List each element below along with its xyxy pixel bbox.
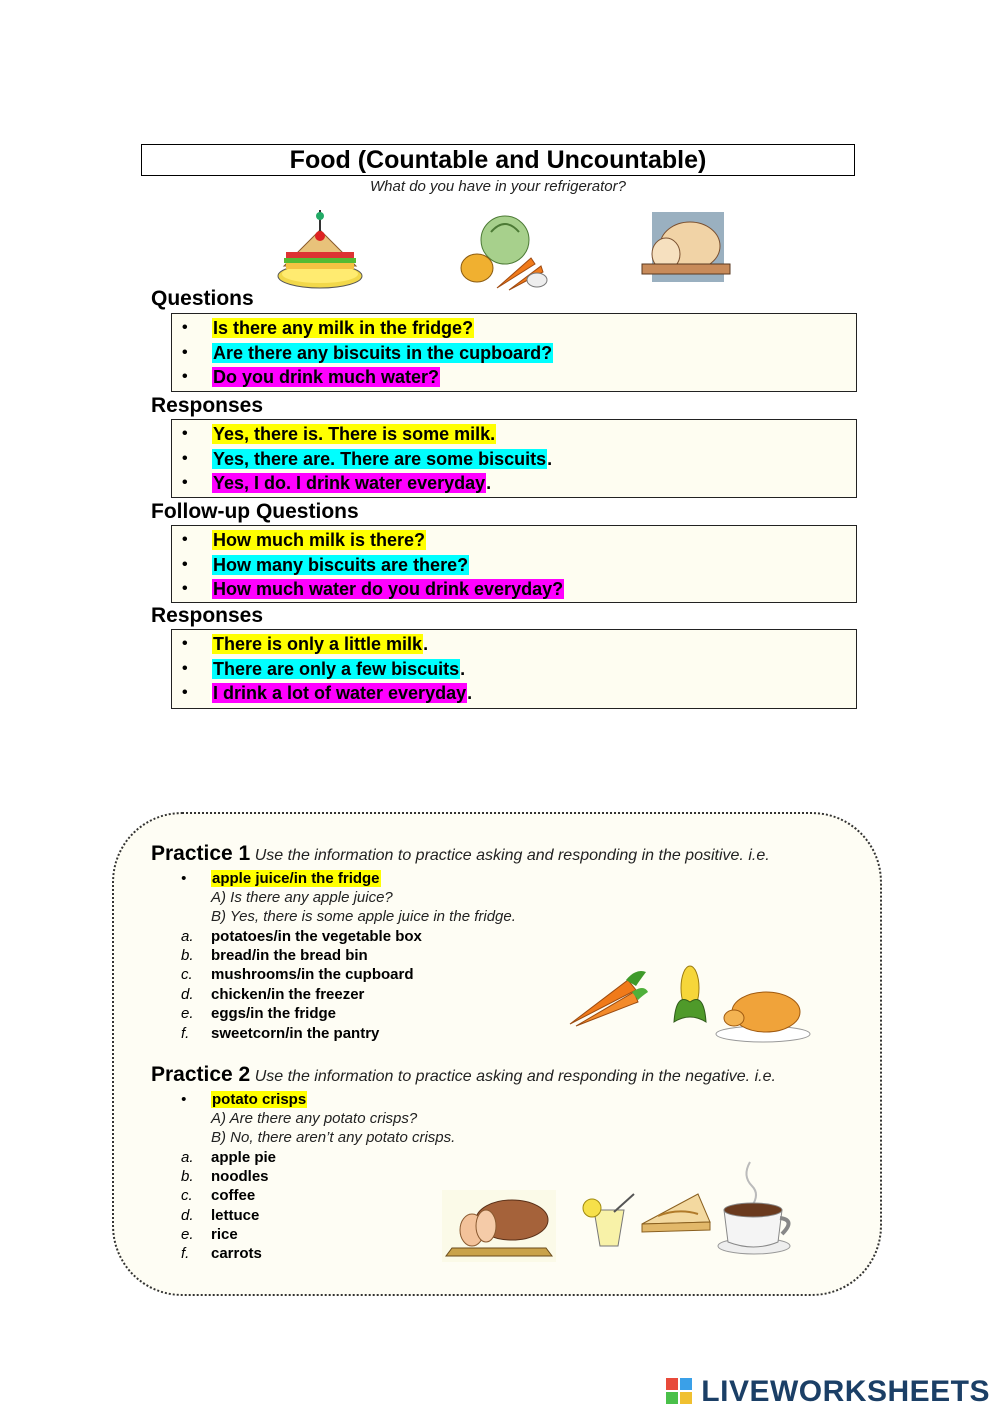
responses-box xyxy=(171,419,857,498)
response-tail: . xyxy=(467,683,473,703)
practice1-item xyxy=(181,927,422,947)
item-marker: f. xyxy=(181,1025,190,1042)
response-item xyxy=(172,632,856,657)
response-text: There are only a few biscuits xyxy=(213,658,460,679)
item-text: eggs/in the fridge xyxy=(211,1005,337,1022)
item-marker: f. xyxy=(181,1245,190,1262)
response-item xyxy=(172,471,856,496)
practice2-item xyxy=(181,1167,269,1187)
questions-box xyxy=(171,313,857,392)
responses-box xyxy=(171,629,857,709)
response-item xyxy=(172,422,856,447)
liveworksheets-logo xyxy=(666,1375,990,1409)
logo-text: LIVEWORKSHEETS xyxy=(701,1375,990,1408)
bullet-icon: • xyxy=(182,449,188,467)
bullet-icon: • xyxy=(182,474,188,491)
bullet-icon: • xyxy=(182,555,188,573)
coffee-cup-icon xyxy=(716,1158,792,1256)
practice1-example-answer: B) Yes, there is some apple juice in the fridge. xyxy=(211,908,516,925)
questions-label: Questions xyxy=(151,287,254,310)
item-marker: d. xyxy=(181,986,194,1003)
practice2-example xyxy=(181,1090,307,1110)
item-marker: c. xyxy=(181,1187,193,1204)
bullet-icon: • xyxy=(182,659,188,677)
followup-item xyxy=(172,553,856,578)
practice2-item xyxy=(181,1186,255,1206)
response-text: I drink a lot of water everyday xyxy=(213,683,467,703)
practice1-item xyxy=(181,1024,379,1044)
response-text: Yes, there is. There is some milk. xyxy=(213,424,496,444)
bullet-icon: • xyxy=(182,343,188,361)
item-marker: a. xyxy=(181,1149,194,1166)
practice1-example xyxy=(181,869,381,889)
practice2-title: Practice 2 xyxy=(151,1063,251,1086)
sandwich-icon xyxy=(276,208,366,292)
bullet-icon: • xyxy=(182,684,188,701)
item-marker: e. xyxy=(181,1005,194,1022)
practice1-instruction: Use the information to practice asking and responding in the positive. i.e. xyxy=(254,847,770,864)
followup-label: Follow-up Questions xyxy=(151,500,359,523)
item-marker: b. xyxy=(181,947,194,964)
practice2-example-text: potato crisps xyxy=(212,1091,307,1108)
response-text: Yes, there are. There are some biscuits xyxy=(213,448,547,469)
bullet-icon: • xyxy=(182,635,188,652)
item-marker: e. xyxy=(181,1226,194,1243)
chicken-icon xyxy=(714,986,812,1044)
item-text: rice xyxy=(211,1226,238,1243)
bullet-icon: • xyxy=(182,319,188,336)
bullet-icon: • xyxy=(181,1091,187,1108)
practice1-item xyxy=(181,985,364,1005)
question-text: Is there any milk in the fridge? xyxy=(213,318,474,338)
lemonade-icon xyxy=(578,1190,638,1250)
page-title: Food (Countable and Uncountable) xyxy=(141,144,855,176)
item-marker: c. xyxy=(181,966,193,983)
question-item xyxy=(172,316,856,341)
response-tail: . xyxy=(460,658,466,679)
response-text: Yes, I do. I drink water everyday xyxy=(213,473,486,493)
item-marker: d. xyxy=(181,1207,194,1224)
practice1-header xyxy=(151,842,770,866)
practice2-item xyxy=(181,1206,259,1226)
bullet-icon: • xyxy=(182,425,188,442)
question-text: Are there any biscuits in the cupboard? xyxy=(213,342,553,363)
item-text: apple pie xyxy=(211,1149,277,1166)
bread-icon xyxy=(640,210,732,284)
followup-text: How much water do you drink everyday? xyxy=(213,579,564,599)
responses-label: Responses xyxy=(151,604,264,627)
followup-item xyxy=(172,528,856,553)
practice2-item xyxy=(181,1148,276,1168)
response-tail: . xyxy=(423,634,429,654)
item-text: sweetcorn/in the pantry xyxy=(211,1025,380,1042)
bullet-icon: • xyxy=(182,368,188,385)
practice1-item xyxy=(181,946,368,966)
bullet-icon: • xyxy=(182,531,188,548)
bullet-icon: • xyxy=(181,870,187,887)
item-text: carrots xyxy=(211,1245,262,1262)
practice2-example-answer: B) No, there aren’t any potato crisps. xyxy=(211,1129,456,1146)
apple-pie-icon xyxy=(638,1188,714,1238)
practice2-item xyxy=(181,1225,238,1245)
question-item xyxy=(172,365,856,390)
sweetcorn-icon xyxy=(670,962,710,1024)
followup-text: How many biscuits are there? xyxy=(213,554,469,575)
item-text: coffee xyxy=(211,1187,256,1204)
item-text: chicken/in the freezer xyxy=(211,986,365,1003)
practice2-header xyxy=(151,1063,776,1087)
bullet-icon: • xyxy=(182,580,188,597)
vegetables-icon xyxy=(457,210,553,294)
followup-box xyxy=(171,525,857,603)
practice1-item xyxy=(181,965,414,985)
practice1-example-question: A) Is there any apple juice? xyxy=(211,889,393,906)
response-tail: . xyxy=(547,448,553,469)
item-text: lettuce xyxy=(211,1207,260,1224)
response-tail: . xyxy=(486,473,492,493)
item-text: potatoes/in the vegetable box xyxy=(211,928,422,945)
practice1-item xyxy=(181,1004,336,1024)
followup-text: How much milk is there? xyxy=(213,530,426,550)
practice2-instruction: Use the information to practice asking and responding in the negative. i.e. xyxy=(254,1068,776,1085)
item-marker: b. xyxy=(181,1168,194,1185)
response-text: There is only a little milk xyxy=(213,634,423,654)
response-item xyxy=(172,447,856,472)
item-text: bread/in the bread bin xyxy=(211,947,368,964)
response-item xyxy=(172,657,856,682)
question-text: Do you drink much water? xyxy=(213,367,440,387)
item-marker: a. xyxy=(181,928,194,945)
practice2-item xyxy=(181,1244,262,1264)
practice1-example-text: apple juice/in the fridge xyxy=(212,870,380,887)
item-text: noodles xyxy=(211,1168,269,1185)
logo-mark-icon xyxy=(666,1378,692,1404)
sliced-bread-icon xyxy=(442,1190,556,1262)
followup-item xyxy=(172,577,856,602)
practice2-example-question: A) Are there any potato crisps? xyxy=(211,1110,418,1127)
responses-label: Responses xyxy=(151,394,264,417)
carrots-icon xyxy=(566,966,650,1028)
practice1-title: Practice 1 xyxy=(151,842,251,865)
response-item xyxy=(172,681,856,706)
question-item xyxy=(172,341,856,366)
item-text: mushrooms/in the cupboard xyxy=(211,966,414,983)
page-subtitle: What do you have in your refrigerator? xyxy=(370,178,626,195)
